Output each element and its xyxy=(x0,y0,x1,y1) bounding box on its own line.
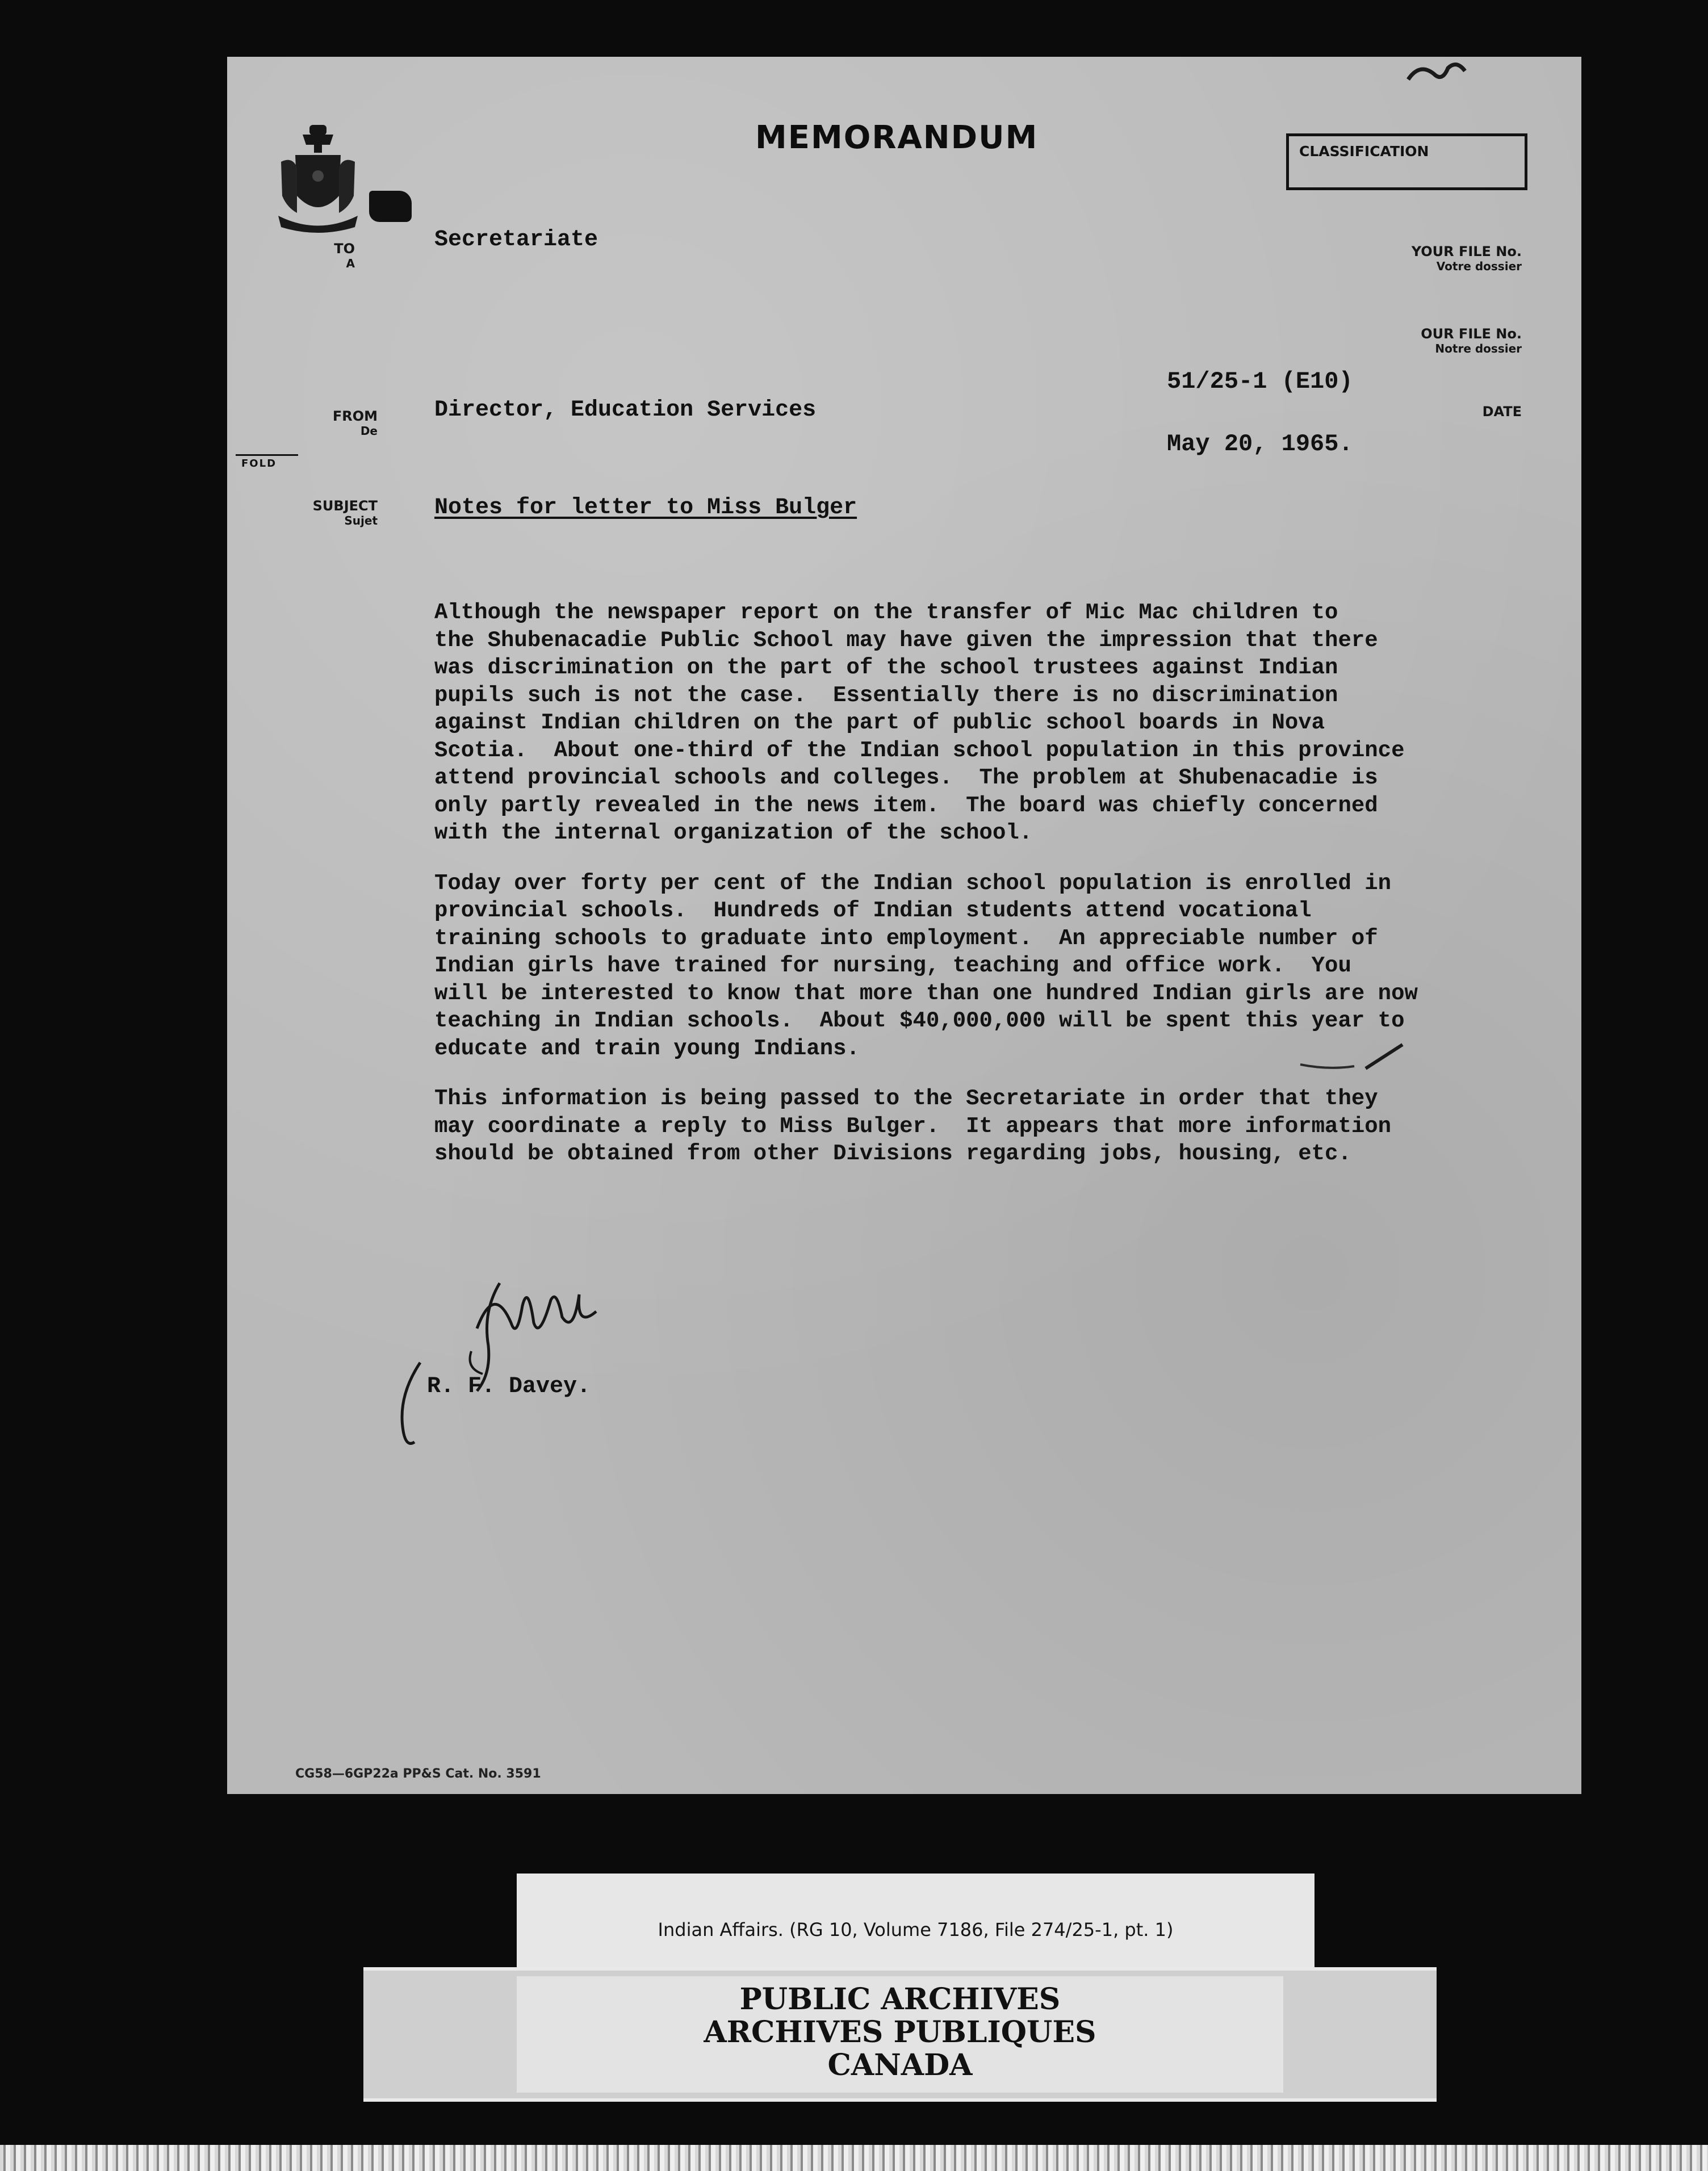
to-value: Secretariate xyxy=(434,227,598,253)
classification-box xyxy=(1286,133,1527,190)
body-paragraph-1: Although the newspaper report on the transfer of Mic Mac children to the Shubenacadie Public School may have given the impression that there was discrimination on the part of the school trustees against Indian pupils such is not the case. Essentially there is no discrimination against Indian children on the part of public school boards in Nova Scotia. About one-third of the Indian school population in this province attend provincial schools and colleges. The problem at Shubenacadie is only partly revealed in the news item. The board was chiefly concerned with the internal organization of the school. xyxy=(434,600,1405,845)
subject-label-fr: Sujet xyxy=(344,513,378,527)
to-label xyxy=(318,241,355,270)
stamp-line-2: ARCHIVES PUBLIQUES xyxy=(704,2015,1096,2050)
body-paragraph-3: This information is being passed to the Secretariate in order that they may coordinate a reply to Miss Bulger. It appears that more information should be obtained from other Divisions regarding jobs, housing, etc. xyxy=(434,1086,1392,1166)
your-file-label-en: YOUR FILE No. xyxy=(1411,244,1522,259)
date-value: May 20, 1965. xyxy=(1167,430,1353,458)
body-paragraph-2: Today over forty per cent of the Indian school population is enrolled in provincial schools. Hundreds of Indian students attend vocational training schools to graduate into employment. An appreciable number of Indian girls have trained for nursing, teaching and office work. You will be interested to know that more than one hundred Indian girls are now teaching in Indian schools. About $40,000,000 will be spent this year to educate and train young Indians. xyxy=(434,870,1418,1061)
memo-body xyxy=(434,599,1547,1191)
archive-stamp xyxy=(363,1967,1437,2102)
signer-name: R. F. Davey. xyxy=(427,1374,591,1399)
memo-page xyxy=(227,57,1581,1794)
fold-line xyxy=(236,454,298,456)
to-label-en: TO xyxy=(334,241,355,257)
form-number: CG58—6GP22a PP&S Cat. No. 3591 xyxy=(295,1767,541,1781)
stamp-line-1: PUBLIC ARCHIVES xyxy=(739,1982,1061,2017)
your-file-label-fr: Votre dossier xyxy=(1436,259,1522,273)
memo-title: MEMORANDUM xyxy=(755,119,1039,156)
archive-reference-label xyxy=(517,1874,1315,1967)
from-label xyxy=(318,409,378,438)
our-file-label xyxy=(1113,326,1522,355)
from-label-fr: De xyxy=(360,424,378,438)
our-file-label-en: OUR FILE No. xyxy=(1421,326,1522,342)
our-file-value: 51/25-1 (E10) xyxy=(1167,368,1353,395)
fold-label: FOLD xyxy=(241,458,277,470)
classification-label: CLASSIFICATION xyxy=(1299,143,1429,160)
ink-blot xyxy=(369,191,412,222)
date-label-text: DATE xyxy=(1482,404,1522,420)
from-value: Director, Education Services xyxy=(434,397,817,423)
corner-scribble xyxy=(1403,57,1471,91)
subject-label-en: SUBJECT xyxy=(312,498,378,514)
subject-label xyxy=(301,498,378,527)
film-edge-strip xyxy=(0,2145,1708,2171)
to-label-fr: A xyxy=(346,256,355,270)
our-file-label-fr: Notre dossier xyxy=(1435,341,1522,355)
pen-check-mark xyxy=(1295,1022,1408,1090)
coat-of-arms-icon xyxy=(275,122,361,236)
archive-stamp-inner xyxy=(517,1976,1283,2093)
stamp-line-3: CANADA xyxy=(827,2048,973,2082)
your-file-label xyxy=(1113,244,1522,273)
archive-reference-text: Indian Affairs. (RG 10, Volume 7186, File 274/25-1, pt. 1) xyxy=(658,1919,1174,1941)
date-label xyxy=(1113,404,1522,420)
subject-value: Notes for letter to Miss Bulger xyxy=(434,495,857,521)
from-label-en: FROM xyxy=(332,408,378,424)
